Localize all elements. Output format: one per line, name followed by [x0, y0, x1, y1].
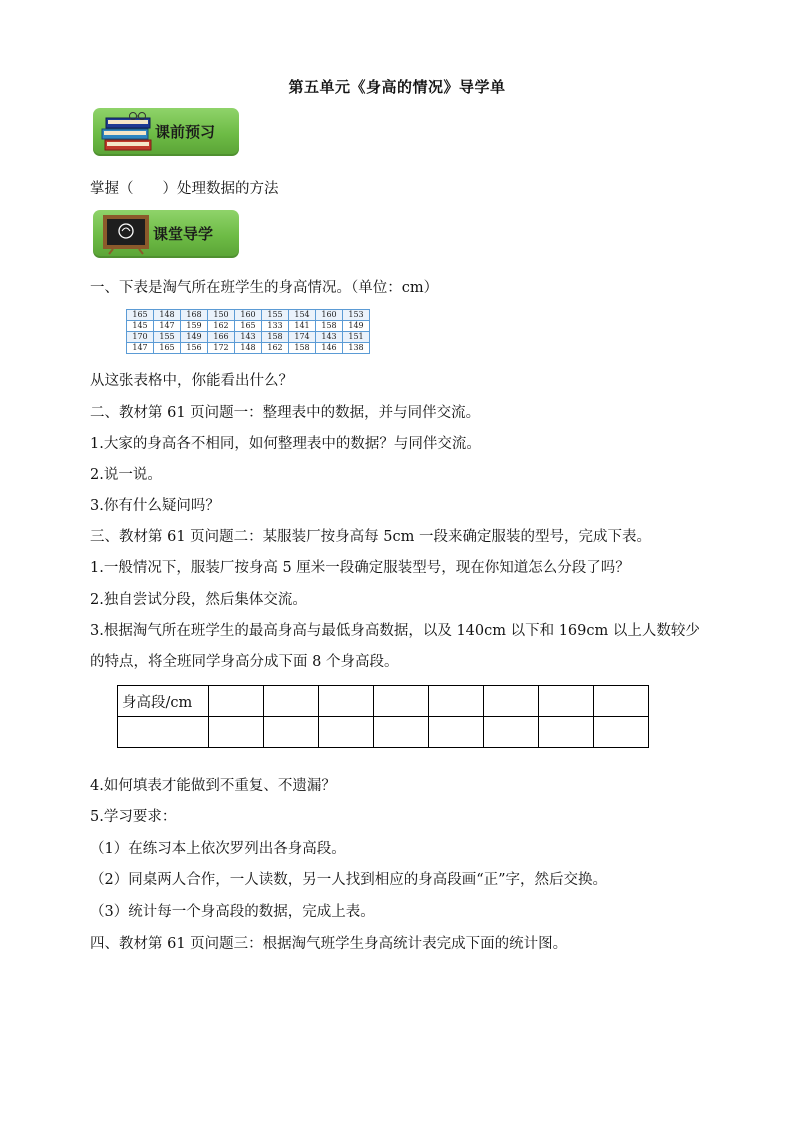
table-cell: 158: [316, 321, 343, 332]
chalkboard-icon: [101, 213, 151, 255]
table-cell: 141: [289, 321, 316, 332]
section2-item-2: 2.说一说。: [90, 467, 162, 483]
section3-item-1: 1.一般情况下，服装厂按身高 5 厘米一段确定服装型号，现在你知道怎么分段了吗？: [90, 560, 630, 576]
table-cell: 148: [154, 310, 181, 321]
section3-req-1: （1）在练习本上依次罗列出各身高段。: [90, 841, 346, 857]
segment-blank-cell: [374, 717, 429, 748]
table-cell: 138: [343, 343, 370, 354]
segment-blank-cell: [429, 717, 484, 748]
segment-blank-cell: [484, 717, 539, 748]
guide-banner-label: 课堂导学: [153, 225, 214, 243]
table-row: [127, 321, 370, 332]
table-cell: 158: [262, 332, 289, 343]
table-cell: 174: [289, 332, 316, 343]
table-cell: 155: [154, 332, 181, 343]
segment-blank-cell: [319, 686, 374, 717]
segment-count-label-cell: [118, 717, 209, 748]
table-cell: 172: [208, 343, 235, 354]
table-cell: 165: [235, 321, 262, 332]
table-row: [127, 343, 370, 354]
segment-blank-cell: [539, 686, 594, 717]
guide-banner: [93, 210, 239, 258]
section2-item-1: 1.大家的身高各不相同，如何整理表中的数据？与同伴交流。: [90, 436, 481, 452]
table-cell: 162: [262, 343, 289, 354]
segment-blank-cell: [264, 717, 319, 748]
preview-banner: [93, 108, 239, 156]
section4-heading: 四、教材第 61 页问题三：根据淘气班学生身高统计表完成下面的统计图。: [90, 936, 568, 952]
table-row: [127, 332, 370, 343]
table-cell: 155: [262, 310, 289, 321]
table-cell: 151: [343, 332, 370, 343]
segment-count-row: [118, 717, 649, 748]
segment-blank-cell: [264, 686, 319, 717]
segment-blank-cell: [429, 686, 484, 717]
table-cell: 153: [343, 310, 370, 321]
segment-blank-cell: [319, 717, 374, 748]
segment-blank-cell: [594, 717, 649, 748]
table-cell: 166: [208, 332, 235, 343]
section3-item-2: 2.独自尝试分段，然后集体交流。: [90, 592, 307, 608]
section2-heading: 二、教材第 61 页问题一：整理表中的数据，并与同伴交流。: [90, 405, 481, 421]
table-cell: 133: [262, 321, 289, 332]
section1-intro: 一、下表是淘气所在班学生的身高情况。（单位：cm）: [90, 280, 439, 296]
section3-item-5: 5.学习要求：: [90, 809, 177, 825]
table-cell: 156: [181, 343, 208, 354]
segment-blank-cell: [209, 717, 264, 748]
table-cell: 162: [208, 321, 235, 332]
table-cell: 160: [316, 310, 343, 321]
table-cell: 147: [127, 343, 154, 354]
section3-heading: 三、教材第 61 页问题二：某服装厂按身高每 5cm 一段来确定服装的型号，完成下表。: [90, 529, 651, 545]
table-cell: 154: [289, 310, 316, 321]
section2-item-3: 3.你有什么疑问吗？: [90, 498, 220, 514]
preview-line: 掌握（ ）处理数据的方法: [90, 181, 279, 197]
segment-header-label: 身高段/cm: [118, 686, 209, 717]
table-cell: 145: [127, 321, 154, 332]
table-cell: 160: [235, 310, 262, 321]
section3-req-3: （3）统计每一个身高段的数据，完成上表。: [90, 904, 375, 920]
segment-blank-cell: [594, 686, 649, 717]
section1-question: 从这张表格中，你能看出什么？: [90, 373, 293, 389]
preview-banner-label: 课前预习: [155, 123, 216, 141]
table-cell: 168: [181, 310, 208, 321]
height-data-table: [126, 309, 370, 354]
table-cell: 159: [181, 321, 208, 332]
books-icon: [99, 110, 155, 154]
table-cell: 158: [289, 343, 316, 354]
section3-item-4: 4.如何填表才能做到不重复、不遗漏？: [90, 778, 336, 794]
page-title: 第五单元《身高的情况》导学单: [288, 78, 506, 96]
height-segment-table: [117, 685, 649, 748]
table-cell: 149: [343, 321, 370, 332]
table-cell: 150: [208, 310, 235, 321]
segment-blank-cell: [209, 686, 264, 717]
table-cell: 170: [127, 332, 154, 343]
segment-blank-cell: [374, 686, 429, 717]
table-cell: 143: [316, 332, 343, 343]
table-cell: 148: [235, 343, 262, 354]
table-cell: 165: [154, 343, 181, 354]
table-cell: 143: [235, 332, 262, 343]
segment-blank-cell: [539, 717, 594, 748]
table-cell: 147: [154, 321, 181, 332]
table-cell: 165: [127, 310, 154, 321]
segment-blank-cell: [484, 686, 539, 717]
table-cell: 149: [181, 332, 208, 343]
table-cell: 146: [316, 343, 343, 354]
table-row: [127, 310, 370, 321]
section3-item-3: 3.根据淘气所在班学生的最高身高与最低身高数据，以及 140cm 以下和 169cm 以上人数较少的特点，将全班同学身高分成下面 8 个身高段。: [90, 623, 700, 670]
section3-req-2: （2）同桌两人合作，一人读数，另一人找到相应的身高段画“正”字，然后交换。: [90, 872, 608, 888]
segment-header-row: [118, 686, 649, 717]
